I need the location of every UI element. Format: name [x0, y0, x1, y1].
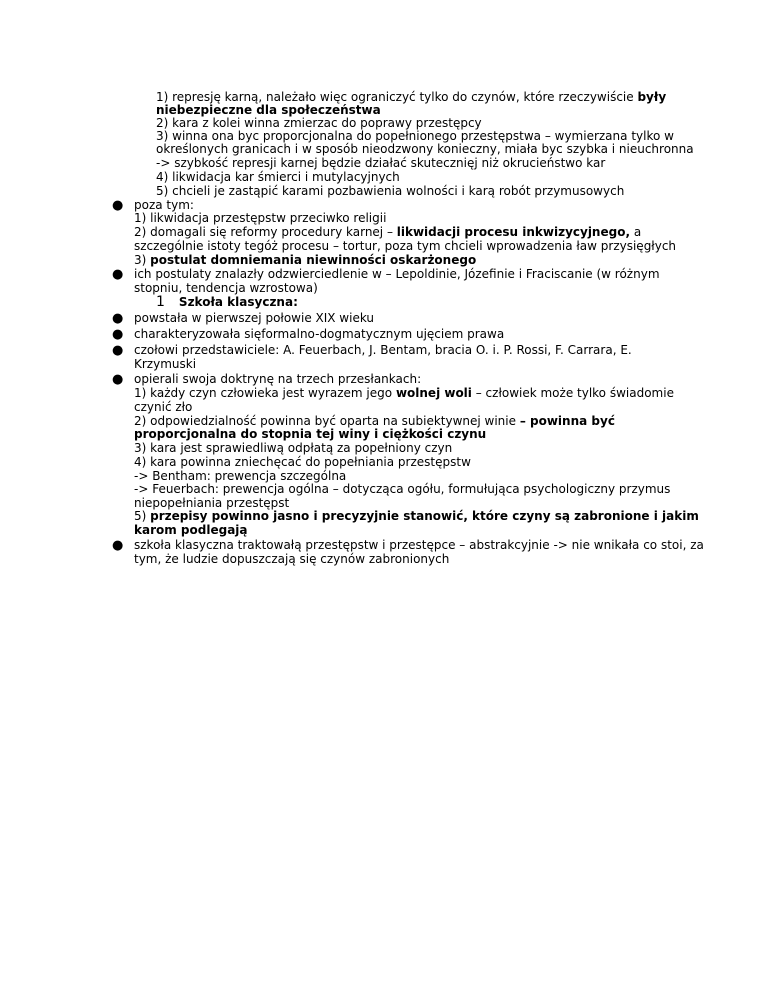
- text-line: 2) kara z kolei winna zmierzac do poprawy przestępcy: [156, 116, 482, 130]
- text-line: 2) odpowiedzialność powinna być oparta na subiektywnej winie – powinna być: [134, 414, 615, 428]
- text-line: -> szybkość represji karnej będzie działać skutecznięj niż okrucieństwo kar: [156, 156, 606, 170]
- text-line: ich postulaty znalazły odzwierciedlenie w – Lepoldinie, Józefinie i Fraciscanie (w różnym: [134, 267, 660, 281]
- text-line: niebezpieczne dla społeczeństwa: [156, 103, 381, 117]
- text-line: 4) likwidacja kar śmierci i mutylacyjnych: [156, 170, 400, 184]
- bullet-icon: ●: [112, 372, 124, 387]
- text-line: karom podlegają: [134, 523, 248, 537]
- text-line: stopniu, tendencja wzrostowa): [134, 281, 318, 295]
- heading-number: 1: [156, 294, 165, 310]
- text-line: 3) postulat domniemania niewinności oskarżonego: [134, 253, 477, 267]
- heading-title: Szkoła klasyczna:: [178, 295, 298, 309]
- text-line: 2) domagali się reformy procedury karnej – likwidacji procesu inkwizycyjnego, a: [134, 225, 642, 239]
- text-line: 1) każdy czyn człowieka jest wyrazem jego wolnej woli – człowiek może tylko świadomie: [134, 386, 674, 400]
- bullet-icon: ●: [112, 327, 124, 342]
- text-line: powstała w pierwszej połowie XIX wieku: [134, 311, 375, 325]
- text-line: poza tym:: [134, 198, 194, 212]
- text-line: określonych granicach i w sposób nieodzwony konieczny, miała byc szybka i nieuchronna: [156, 142, 694, 156]
- bullet-icon: ●: [112, 267, 124, 282]
- bullet-icon: ●: [112, 538, 124, 553]
- text-line: 3) kara jest sprawiedliwą odpłatą za popełniony czyn: [134, 441, 453, 455]
- text-line: 5) chcieli je zastąpić karami pozbawienia wolności i karą robót przymusowych: [156, 184, 625, 198]
- text-line: charakteryzowała sięformalno-dogmatycznym ujęciem prawa: [134, 327, 505, 341]
- text-line: -> Feuerbach: prewencja ogólna – dotycząca ogółu, formułująca psychologiczny przymus: [134, 482, 671, 496]
- text-line: -> Bentham: prewencja szczególna: [134, 469, 347, 483]
- text-line: opierali swoja doktrynę na trzech przesłankach:: [134, 372, 422, 386]
- text-line: 1) represję karną, należało więc ograniczyć tylko do czynów, które rzeczywiście były: [156, 90, 667, 104]
- text-line: 1) likwidacja przestępstw przeciwko religii: [134, 211, 387, 225]
- bullet-icon: ●: [112, 311, 124, 326]
- section-heading: [156, 296, 298, 310]
- bullet-icon: ●: [112, 343, 124, 358]
- text-line: czołowi przedstawiciele: A. Feuerbach, J. Bentam, bracia O. i. P. Rossi, F. Carrara, E.: [134, 343, 632, 357]
- text-line: czynić zło: [134, 400, 193, 414]
- text-line: tym, że ludzie dopuszczają się czynów zabronionych: [134, 552, 450, 566]
- text-line: niepopełniania przestępst: [134, 496, 290, 510]
- text-line: Krzymuski: [134, 357, 197, 371]
- text-line: 3) winna ona byc proporcjonalna do popełnionego przestępstwa – wymierzana tylko w: [156, 129, 674, 143]
- text-line: 4) kara powinna zniechęcać do popełniania przestępstw: [134, 455, 471, 469]
- text-line: szkoła klasyczna traktowałą przestępstw i przestępce – abstrakcyjnie -> nie wnikała co stoi, za: [134, 538, 704, 552]
- text-line: 5) przepisy powinno jasno i precyzyjnie stanowić, które czyny są zabronione i jakim: [134, 509, 699, 523]
- text-line: proporcjonalna do stopnia tej winy i ciężkości czynu: [134, 427, 487, 441]
- bullet-icon: ●: [112, 198, 124, 213]
- text-line: szczególnie istoty tegóż procesu – tortur, poza tym chcieli wprowadzenia ław przysięgłych: [134, 239, 677, 253]
